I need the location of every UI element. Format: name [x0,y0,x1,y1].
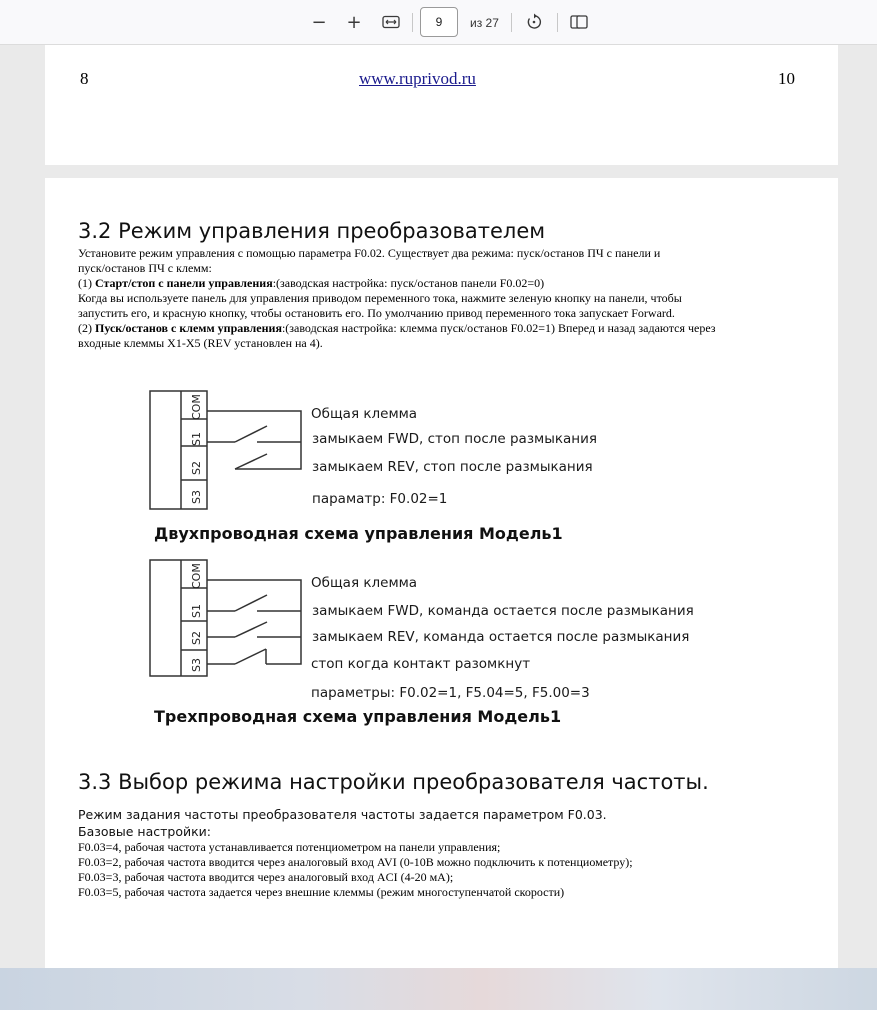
plus-icon: + [346,11,362,33]
zoom-in-button[interactable] [341,8,367,36]
fit-width-icon [382,15,400,29]
terminal-label: S2 [190,461,203,475]
diagram-1-param: параматр: F0.02=1 [312,491,448,507]
page-number-left: 8 [80,69,89,88]
pdf-toolbar [0,0,877,45]
page-count-label: из 27 [470,16,499,30]
previous-page [45,45,838,165]
diagram-2-s2-label: замыкаем REV, команда остается после размыкания [312,629,690,645]
diagram-2-s3-label: стоп когда контакт разомкнут [311,656,531,672]
text-line: F0.03=4, рабочая частота устанавливается потенциометром на панели управления; [78,840,501,854]
minus-icon: − [311,11,327,33]
toolbar-divider [511,13,512,32]
page-view-icon [570,14,588,30]
terminal-label: S3 [190,658,203,672]
text-line: пуск/останов ПЧ с клемм: [78,261,212,275]
section-3-3-base: Базовые настройки: [78,824,212,839]
section-3-2-title: 3.2 Режим управления преобразователем [78,219,546,243]
text-line: F0.03=3, рабочая частота вводится через аналоговый вход ACI (4-20 мА); [78,870,454,884]
terminal-label: S2 [190,631,203,645]
wiring-diagrams [45,178,838,738]
diagram-1-com-label: Общая клемма [311,406,418,422]
diagram-2-com-label: Общая клемма [311,575,418,591]
terminal-label: S1 [190,432,203,446]
page-number-right: 10 [778,69,795,88]
diagram-1-lines [150,391,301,509]
text-line: входные клеммы X1-X5 (REV установлен на 4). [78,336,323,350]
section-3-3-intro: Режим задания частоты преобразователя частоты задается параметром F0.03. [78,807,607,822]
item-2-bold: Пуск/останов с клемм управления [95,321,282,335]
item-1-bold: Старт/стоп с панели управления [95,276,273,290]
item-2-rest: :(заводская настройка: клемма пуск/останов F0.02=1) Вперед и назад задаются через [281,321,716,335]
rotate-icon [525,13,543,31]
item-2-number: (2) [78,321,95,335]
text-line: F0.03=2, рабочая частота вводится через аналоговый вход AVI (0-10В можно подключить к потенциометру); [78,855,633,869]
website-link[interactable]: www.ruprivod.ru [359,69,476,88]
diagram-1-caption: Двухпроводная схема управления Модель1 [154,524,563,543]
terminal-label: S3 [190,490,203,504]
page-view-button[interactable] [566,8,592,36]
terminal-label: COM [190,394,203,420]
diagram-2-param: параметры: F0.02=1, F5.04=5, F5.00=3 [311,685,590,701]
fit-width-button[interactable] [378,8,404,36]
text-line: запустить его, и красную кнопку, чтобы остановить его. По умолчанию привод переменного тока запускает Forward. [78,306,675,320]
diagram-2-caption: Трехпроводная схема управления Модель1 [154,707,562,726]
toolbar-divider [557,13,558,32]
diagram-1-s1-label: замыкаем FWD, стоп после размыкания [312,431,598,447]
text-line: Установите режим управления с помощью параметра F0.02. Существует два режима: пуск/останов ПЧ с панели и [78,246,661,260]
diagram-2-s1-label: замыкаем FWD, команда остается после размыкания [312,603,694,619]
zoom-out-button[interactable] [306,8,332,36]
toolbar-divider [412,13,413,32]
text-line: Когда вы используете панель для управления приводом переменного тока, нажмите зеленую кнопку на панели, чтобы [78,291,682,305]
item-1-number: (1) [78,276,95,290]
terminal-label: S1 [190,604,203,618]
item-1-rest: :(заводская настройка: пуск/останов панели F0.02=0) [272,276,545,290]
desktop-taskbar-strip [0,968,877,1010]
text-line: F0.03=5, рабочая частота задается через внешние клеммы (режим многоступенчатой скорости) [78,885,565,899]
section-3-3-title: 3.3 Выбор режима настройки преобразователя частоты. [78,770,709,794]
diagram-1-s2-label: замыкаем REV, стоп после размыкания [312,459,593,475]
current-page [45,178,838,968]
diagram-2-lines [150,560,301,676]
rotate-button[interactable] [521,8,547,36]
page-number-input[interactable] [420,7,458,37]
section-3-3-text [78,806,798,900]
terminal-label: COM [190,563,203,589]
